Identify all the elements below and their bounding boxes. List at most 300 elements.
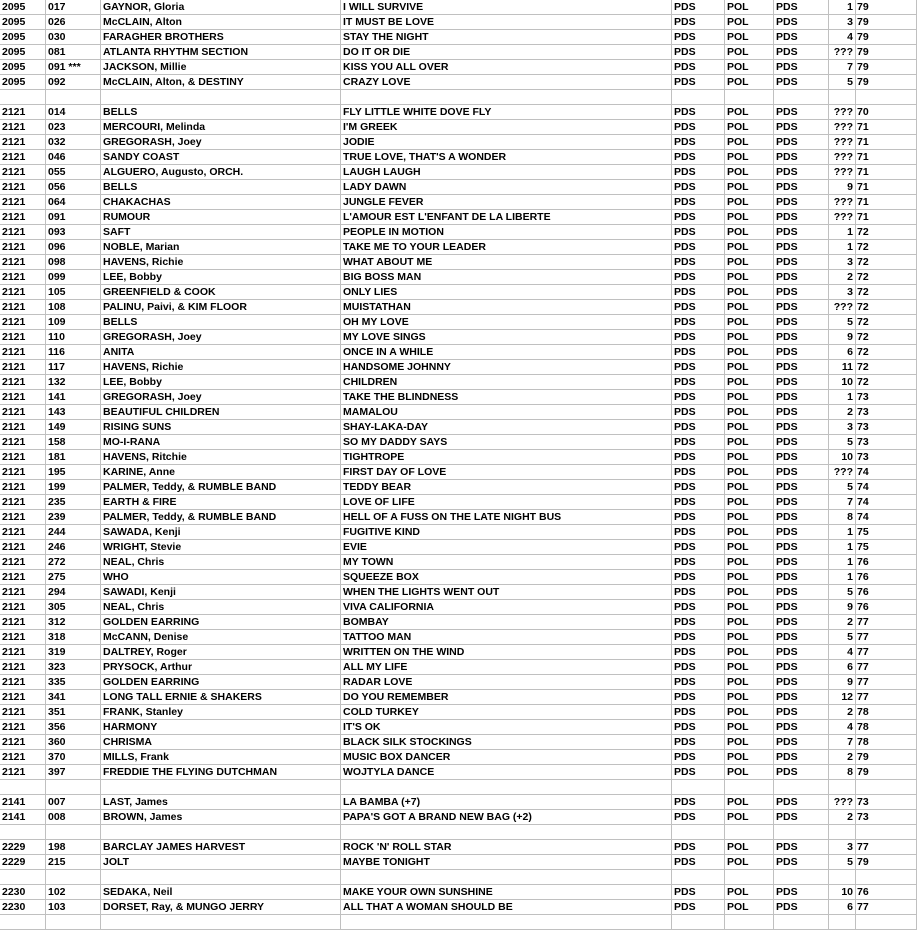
catalog-number-cell[interactable]: 117	[45, 360, 100, 375]
label1-cell[interactable]: PDS	[671, 900, 724, 915]
year-cell[interactable]	[855, 825, 917, 840]
chart-position-cell[interactable]: 7	[828, 735, 855, 750]
catalog-prefix-cell[interactable]: 2121	[2, 301, 26, 313]
catalog-number-cell[interactable]: 092	[45, 75, 100, 90]
label2-cell[interactable]: POL	[724, 690, 773, 705]
title-cell[interactable]: LA BAMBA (+7)	[340, 795, 671, 810]
year-cell[interactable]: 73	[855, 810, 917, 825]
label2-cell[interactable]	[724, 825, 773, 840]
catalog-number-cell[interactable]: 356	[45, 720, 100, 735]
catalog-prefix-cell[interactable]: 2121	[2, 436, 26, 448]
year-cell[interactable]: 77	[855, 900, 917, 915]
year-cell[interactable]	[855, 870, 917, 885]
title-cell[interactable]: VIVA CALIFORNIA	[340, 600, 671, 615]
catalog-number-cell[interactable]: 275	[45, 570, 100, 585]
label2-cell[interactable]: POL	[724, 120, 773, 135]
title-cell[interactable]	[340, 780, 671, 795]
label1-cell[interactable]: PDS	[671, 180, 724, 195]
catalog-number-cell[interactable]: 026	[45, 15, 100, 30]
catalog-prefix-cell[interactable]: 2141	[2, 796, 26, 808]
catalog-prefix-cell[interactable]: 2121	[2, 526, 26, 538]
title-cell[interactable]	[340, 90, 671, 105]
year-cell[interactable]: 73	[855, 795, 917, 810]
label2-cell[interactable]: POL	[724, 585, 773, 600]
catalog-prefix-cell[interactable]: 2121	[2, 286, 26, 298]
label3-cell[interactable]: PDS	[773, 765, 828, 780]
chart-position-cell[interactable]: 3	[828, 285, 855, 300]
year-cell[interactable]: 72	[855, 345, 917, 360]
label2-cell[interactable]: POL	[724, 795, 773, 810]
artist-cell[interactable]: DORSET, Ray, & MUNGO JERRY	[100, 900, 340, 915]
label3-cell[interactable]: PDS	[773, 540, 828, 555]
label2-cell[interactable]: POL	[724, 60, 773, 75]
catalog-number-cell[interactable]: 143	[45, 405, 100, 420]
year-cell[interactable]: 73	[855, 390, 917, 405]
artist-cell[interactable]	[100, 870, 340, 885]
chart-position-cell[interactable]: 1	[828, 0, 855, 15]
artist-cell[interactable]: BEAUTIFUL CHILDREN	[100, 405, 340, 420]
chart-position-cell[interactable]: 6	[828, 660, 855, 675]
artist-cell[interactable]	[100, 780, 340, 795]
catalog-prefix-cell[interactable]: 2121	[2, 721, 26, 733]
artist-cell[interactable]: GREGORASH, Joey	[100, 330, 340, 345]
artist-cell[interactable]: GREENFIELD & COOK	[100, 285, 340, 300]
artist-cell[interactable]: BELLS	[100, 105, 340, 120]
year-cell[interactable]	[855, 90, 917, 105]
artist-cell[interactable]: BROWN, James	[100, 810, 340, 825]
label2-cell[interactable]: POL	[724, 150, 773, 165]
chart-position-cell[interactable]: 5	[828, 435, 855, 450]
label2-cell[interactable]: POL	[724, 480, 773, 495]
year-cell[interactable]: 77	[855, 645, 917, 660]
label1-cell[interactable]: PDS	[671, 405, 724, 420]
catalog-number-cell[interactable]: 030	[45, 30, 100, 45]
year-cell[interactable]: 72	[855, 270, 917, 285]
artist-cell[interactable]: GREGORASH, Joey	[100, 135, 340, 150]
year-cell[interactable]: 79	[855, 765, 917, 780]
catalog-prefix-cell[interactable]	[0, 780, 45, 795]
label1-cell[interactable]: PDS	[671, 660, 724, 675]
label3-cell[interactable]: PDS	[773, 615, 828, 630]
title-cell[interactable]: TRUE LOVE, THAT'S A WONDER	[340, 150, 671, 165]
catalog-number-cell[interactable]: 181	[45, 450, 100, 465]
chart-position-cell[interactable]: 6	[828, 345, 855, 360]
label1-cell[interactable]: PDS	[671, 690, 724, 705]
label3-cell[interactable]: PDS	[773, 690, 828, 705]
artist-cell[interactable]: PRYSOCK, Arthur	[100, 660, 340, 675]
title-cell[interactable]: SQUEEZE BOX	[340, 570, 671, 585]
label2-cell[interactable]: POL	[724, 255, 773, 270]
label3-cell[interactable]: PDS	[773, 900, 828, 915]
title-cell[interactable]: MUSIC BOX DANCER	[340, 750, 671, 765]
label3-cell[interactable]: PDS	[773, 525, 828, 540]
chart-position-cell[interactable]	[828, 90, 855, 105]
catalog-prefix-cell[interactable]: 2095	[2, 1, 26, 13]
label2-cell[interactable]: POL	[724, 375, 773, 390]
artist-cell[interactable]: SANDY COAST	[100, 150, 340, 165]
label2-cell[interactable]: POL	[724, 240, 773, 255]
catalog-number-cell[interactable]: 081	[45, 45, 100, 60]
title-cell[interactable]: DO IT OR DIE	[340, 45, 671, 60]
artist-cell[interactable]: GOLDEN EARRING	[100, 675, 340, 690]
artist-cell[interactable]: HARMONY	[100, 720, 340, 735]
artist-cell[interactable]: KARINE, Anne	[100, 465, 340, 480]
catalog-number-cell[interactable]: 370	[45, 750, 100, 765]
catalog-number-cell[interactable]: 091 ***	[45, 60, 100, 75]
catalog-number-cell[interactable]	[45, 915, 100, 930]
label2-cell[interactable]: POL	[724, 840, 773, 855]
chart-position-cell[interactable]: ???	[828, 135, 855, 150]
label1-cell[interactable]: PDS	[671, 375, 724, 390]
label1-cell[interactable]: PDS	[671, 555, 724, 570]
title-cell[interactable]: RADAR LOVE	[340, 675, 671, 690]
chart-position-cell[interactable]: 5	[828, 75, 855, 90]
artist-cell[interactable]: ALGUERO, Augusto, ORCH.	[100, 165, 340, 180]
chart-position-cell[interactable]: 9	[828, 180, 855, 195]
label2-cell[interactable]: POL	[724, 270, 773, 285]
year-cell[interactable]: 71	[855, 120, 917, 135]
catalog-prefix-cell[interactable]: 2141	[2, 811, 26, 823]
label2-cell[interactable]: POL	[724, 345, 773, 360]
year-cell[interactable]: 79	[855, 750, 917, 765]
label2-cell[interactable]: POL	[724, 165, 773, 180]
year-cell[interactable]: 79	[855, 75, 917, 90]
catalog-prefix-cell[interactable]: 2121	[2, 151, 26, 163]
label1-cell[interactable]: PDS	[671, 735, 724, 750]
label3-cell[interactable]: PDS	[773, 165, 828, 180]
artist-cell[interactable]: RISING SUNS	[100, 420, 340, 435]
label2-cell[interactable]: POL	[724, 315, 773, 330]
year-cell[interactable]: 75	[855, 540, 917, 555]
title-cell[interactable]: IT MUST BE LOVE	[340, 15, 671, 30]
catalog-prefix-cell[interactable]: 2121	[2, 586, 26, 598]
label1-cell[interactable]: PDS	[671, 765, 724, 780]
label2-cell[interactable]: POL	[724, 15, 773, 30]
chart-position-cell[interactable]: ???	[828, 210, 855, 225]
year-cell[interactable]: 76	[855, 570, 917, 585]
label1-cell[interactable]: PDS	[671, 435, 724, 450]
chart-position-cell[interactable]: 2	[828, 750, 855, 765]
label1-cell[interactable]: PDS	[671, 720, 724, 735]
year-cell[interactable]: 76	[855, 600, 917, 615]
label2-cell[interactable]: POL	[724, 450, 773, 465]
catalog-prefix-cell[interactable]: 2121	[2, 511, 26, 523]
label2-cell[interactable]: POL	[724, 210, 773, 225]
title-cell[interactable]: COLD TURKEY	[340, 705, 671, 720]
label3-cell[interactable]	[773, 915, 828, 930]
label3-cell[interactable]: PDS	[773, 600, 828, 615]
label3-cell[interactable]: PDS	[773, 450, 828, 465]
label1-cell[interactable]: PDS	[671, 525, 724, 540]
catalog-number-cell[interactable]: 109	[45, 315, 100, 330]
catalog-number-cell[interactable]: 215	[45, 855, 100, 870]
title-cell[interactable]: BIG BOSS MAN	[340, 270, 671, 285]
chart-position-cell[interactable]: 3	[828, 15, 855, 30]
catalog-number-cell[interactable]: 272	[45, 555, 100, 570]
chart-position-cell[interactable]: 5	[828, 855, 855, 870]
label1-cell[interactable]: PDS	[671, 645, 724, 660]
title-cell[interactable]: MAKE YOUR OWN SUNSHINE	[340, 885, 671, 900]
year-cell[interactable]	[855, 780, 917, 795]
catalog-number-cell[interactable]: 132	[45, 375, 100, 390]
title-cell[interactable]: WHEN THE LIGHTS WENT OUT	[340, 585, 671, 600]
catalog-number-cell[interactable]	[45, 780, 100, 795]
catalog-number-cell[interactable]: 064	[45, 195, 100, 210]
label3-cell[interactable]: PDS	[773, 750, 828, 765]
label2-cell[interactable]: POL	[724, 420, 773, 435]
label2-cell[interactable]	[724, 780, 773, 795]
year-cell[interactable]: 72	[855, 375, 917, 390]
label3-cell[interactable]: PDS	[773, 240, 828, 255]
label3-cell[interactable]: PDS	[773, 210, 828, 225]
label1-cell[interactable]: PDS	[671, 225, 724, 240]
catalog-prefix-cell[interactable]: 2121	[2, 661, 26, 673]
label2-cell[interactable]: POL	[724, 75, 773, 90]
catalog-prefix-cell[interactable]: 2121	[2, 226, 26, 238]
label1-cell[interactable]: PDS	[671, 75, 724, 90]
label1-cell[interactable]: PDS	[671, 615, 724, 630]
chart-position-cell[interactable]: 2	[828, 615, 855, 630]
label1-cell[interactable]: PDS	[671, 0, 724, 15]
label3-cell[interactable]: PDS	[773, 0, 828, 15]
title-cell[interactable]: WRITTEN ON THE WIND	[340, 645, 671, 660]
title-cell[interactable]: MAMALOU	[340, 405, 671, 420]
label3-cell[interactable]: PDS	[773, 645, 828, 660]
year-cell[interactable]: 77	[855, 840, 917, 855]
catalog-number-cell[interactable]: 318	[45, 630, 100, 645]
label3-cell[interactable]: PDS	[773, 150, 828, 165]
label2-cell[interactable]: POL	[724, 105, 773, 120]
catalog-number-cell[interactable]: 008	[45, 810, 100, 825]
label2-cell[interactable]: POL	[724, 465, 773, 480]
label2-cell[interactable]	[724, 915, 773, 930]
label2-cell[interactable]: POL	[724, 750, 773, 765]
label3-cell[interactable]: PDS	[773, 360, 828, 375]
title-cell[interactable]: FUGITIVE KIND	[340, 525, 671, 540]
chart-position-cell[interactable]	[828, 870, 855, 885]
catalog-prefix-cell[interactable]: 2121	[2, 556, 26, 568]
catalog-prefix-cell[interactable]	[0, 870, 45, 885]
catalog-prefix-cell[interactable]: 2121	[2, 676, 26, 688]
label1-cell[interactable]: PDS	[671, 195, 724, 210]
year-cell[interactable]: 79	[855, 855, 917, 870]
label1-cell[interactable]: PDS	[671, 600, 724, 615]
chart-position-cell[interactable]: 7	[828, 60, 855, 75]
label2-cell[interactable]: POL	[724, 810, 773, 825]
artist-cell[interactable]: NEAL, Chris	[100, 555, 340, 570]
chart-position-cell[interactable]: 2	[828, 705, 855, 720]
label1-cell[interactable]: PDS	[671, 570, 724, 585]
label1-cell[interactable]: PDS	[671, 810, 724, 825]
chart-position-cell[interactable]: 8	[828, 765, 855, 780]
label2-cell[interactable]: POL	[724, 630, 773, 645]
chart-position-cell[interactable]: 1	[828, 570, 855, 585]
title-cell[interactable]: FIRST DAY OF LOVE	[340, 465, 671, 480]
title-cell[interactable]: STAY THE NIGHT	[340, 30, 671, 45]
catalog-prefix-cell[interactable]: 2121	[2, 736, 26, 748]
catalog-number-cell[interactable]: 099	[45, 270, 100, 285]
catalog-number-cell[interactable]: 056	[45, 180, 100, 195]
artist-cell[interactable]: CHAKACHAS	[100, 195, 340, 210]
label3-cell[interactable]: PDS	[773, 435, 828, 450]
title-cell[interactable]: FLY LITTLE WHITE DOVE FLY	[340, 105, 671, 120]
label3-cell[interactable]: PDS	[773, 135, 828, 150]
year-cell[interactable]: 72	[855, 360, 917, 375]
label3-cell[interactable]: PDS	[773, 75, 828, 90]
catalog-prefix-cell[interactable]: 2121	[2, 196, 26, 208]
catalog-number-cell[interactable]: 397	[45, 765, 100, 780]
title-cell[interactable]: ROCK 'N' ROLL STAR	[340, 840, 671, 855]
title-cell[interactable]: MY TOWN	[340, 555, 671, 570]
label3-cell[interactable]: PDS	[773, 270, 828, 285]
year-cell[interactable]: 77	[855, 660, 917, 675]
catalog-number-cell[interactable]: 014	[45, 105, 100, 120]
catalog-prefix-cell[interactable]: 2121	[2, 601, 26, 613]
year-cell[interactable]	[855, 915, 917, 930]
chart-position-cell[interactable]: 6	[828, 900, 855, 915]
title-cell[interactable]: L'AMOUR EST L'ENFANT DE LA LIBERTE	[340, 210, 671, 225]
year-cell[interactable]: 72	[855, 255, 917, 270]
label1-cell[interactable]: PDS	[671, 630, 724, 645]
catalog-prefix-cell[interactable]: 2121	[2, 136, 26, 148]
chart-position-cell[interactable]: 4	[828, 720, 855, 735]
catalog-prefix-cell[interactable]: 2121	[2, 571, 26, 583]
label3-cell[interactable]: PDS	[773, 120, 828, 135]
label3-cell[interactable]: PDS	[773, 510, 828, 525]
year-cell[interactable]: 72	[855, 300, 917, 315]
artist-cell[interactable]: CHRISMA	[100, 735, 340, 750]
label1-cell[interactable]: PDS	[671, 885, 724, 900]
chart-position-cell[interactable]: 1	[828, 540, 855, 555]
label2-cell[interactable]: POL	[724, 765, 773, 780]
catalog-number-cell[interactable]: 108	[45, 300, 100, 315]
title-cell[interactable]: WHAT ABOUT ME	[340, 255, 671, 270]
artist-cell[interactable]	[100, 915, 340, 930]
chart-position-cell[interactable]: ???	[828, 150, 855, 165]
catalog-prefix-cell[interactable]: 2121	[2, 421, 26, 433]
catalog-number-cell[interactable]: 195	[45, 465, 100, 480]
label1-cell[interactable]: PDS	[671, 345, 724, 360]
catalog-prefix-cell[interactable]: 2121	[2, 541, 26, 553]
label2-cell[interactable]: POL	[724, 180, 773, 195]
catalog-prefix-cell[interactable]: 2121	[2, 361, 26, 373]
label1-cell[interactable]: PDS	[671, 30, 724, 45]
artist-cell[interactable]: HAVENS, Ritchie	[100, 450, 340, 465]
artist-cell[interactable]: LONG TALL ERNIE & SHAKERS	[100, 690, 340, 705]
label2-cell[interactable]	[724, 90, 773, 105]
label3-cell[interactable]: PDS	[773, 315, 828, 330]
artist-cell[interactable]: McCLAIN, Alton, & DESTINY	[100, 75, 340, 90]
label3-cell[interactable]: PDS	[773, 45, 828, 60]
catalog-prefix-cell[interactable]: 2121	[2, 631, 26, 643]
catalog-prefix-cell[interactable]: 2121	[2, 391, 26, 403]
label1-cell[interactable]: PDS	[671, 495, 724, 510]
label3-cell[interactable]: PDS	[773, 675, 828, 690]
catalog-prefix-cell[interactable]: 2095	[2, 61, 26, 73]
chart-position-cell[interactable]: 3	[828, 255, 855, 270]
catalog-number-cell[interactable]: 110	[45, 330, 100, 345]
catalog-prefix-cell[interactable]: 2121	[2, 271, 26, 283]
catalog-number-cell[interactable]: 093	[45, 225, 100, 240]
chart-position-cell[interactable]: 7	[828, 495, 855, 510]
label1-cell[interactable]	[671, 780, 724, 795]
catalog-prefix-cell[interactable]: 2121	[2, 241, 26, 253]
label2-cell[interactable]: POL	[724, 705, 773, 720]
label3-cell[interactable]	[773, 870, 828, 885]
label2-cell[interactable]: POL	[724, 600, 773, 615]
catalog-prefix-cell[interactable]: 2121	[2, 346, 26, 358]
catalog-number-cell[interactable]: 149	[45, 420, 100, 435]
catalog-prefix-cell[interactable]: 2121	[2, 496, 26, 508]
catalog-prefix-cell[interactable]: 2095	[2, 46, 26, 58]
year-cell[interactable]: 77	[855, 690, 917, 705]
artist-cell[interactable]: GREGORASH, Joey	[100, 390, 340, 405]
label3-cell[interactable]: PDS	[773, 660, 828, 675]
artist-cell[interactable]	[100, 90, 340, 105]
artist-cell[interactable]: FREDDIE THE FLYING DUTCHMAN	[100, 765, 340, 780]
chart-position-cell[interactable]: ???	[828, 795, 855, 810]
label3-cell[interactable]: PDS	[773, 630, 828, 645]
chart-position-cell[interactable]: 1	[828, 390, 855, 405]
catalog-number-cell[interactable]: 341	[45, 690, 100, 705]
artist-cell[interactable]: BELLS	[100, 315, 340, 330]
artist-cell[interactable]: SAWADI, Kenji	[100, 585, 340, 600]
artist-cell[interactable]: EARTH & FIRE	[100, 495, 340, 510]
artist-cell[interactable]: LEE, Bobby	[100, 270, 340, 285]
year-cell[interactable]: 71	[855, 210, 917, 225]
artist-cell[interactable]: RUMOUR	[100, 210, 340, 225]
artist-cell[interactable]: SAWADA, Kenji	[100, 525, 340, 540]
label1-cell[interactable]: PDS	[671, 510, 724, 525]
label3-cell[interactable]	[773, 90, 828, 105]
title-cell[interactable]	[340, 870, 671, 885]
label2-cell[interactable]: POL	[724, 735, 773, 750]
artist-cell[interactable]: JACKSON, Millie	[100, 60, 340, 75]
catalog-number-cell[interactable]: 046	[45, 150, 100, 165]
chart-position-cell[interactable]: ???	[828, 195, 855, 210]
label1-cell[interactable]: PDS	[671, 795, 724, 810]
chart-position-cell[interactable]: 1	[828, 525, 855, 540]
catalog-number-cell[interactable]: 239	[45, 510, 100, 525]
label1-cell[interactable]	[671, 915, 724, 930]
chart-position-cell[interactable]	[828, 915, 855, 930]
catalog-number-cell[interactable]: 351	[45, 705, 100, 720]
chart-position-cell[interactable]: 9	[828, 330, 855, 345]
label3-cell[interactable]: PDS	[773, 705, 828, 720]
chart-position-cell[interactable]: 4	[828, 645, 855, 660]
artist-cell[interactable]: LEE, Bobby	[100, 375, 340, 390]
year-cell[interactable]: 77	[855, 675, 917, 690]
artist-cell[interactable]	[100, 825, 340, 840]
label2-cell[interactable]: POL	[724, 855, 773, 870]
label2-cell[interactable]: POL	[724, 660, 773, 675]
chart-position-cell[interactable]: 5	[828, 585, 855, 600]
catalog-prefix-cell[interactable]: 2121	[2, 766, 26, 778]
catalog-number-cell[interactable]: 032	[45, 135, 100, 150]
artist-cell[interactable]: BELLS	[100, 180, 340, 195]
chart-position-cell[interactable]: 3	[828, 420, 855, 435]
title-cell[interactable]: JUNGLE FEVER	[340, 195, 671, 210]
chart-position-cell[interactable]: ???	[828, 120, 855, 135]
label3-cell[interactable]: PDS	[773, 15, 828, 30]
title-cell[interactable]: MUISTATHAN	[340, 300, 671, 315]
title-cell[interactable]: HELL OF A FUSS ON THE LATE NIGHT BUS	[340, 510, 671, 525]
catalog-number-cell[interactable]: 105	[45, 285, 100, 300]
year-cell[interactable]: 73	[855, 450, 917, 465]
year-cell[interactable]: 79	[855, 0, 917, 15]
year-cell[interactable]: 71	[855, 195, 917, 210]
title-cell[interactable]: EVIE	[340, 540, 671, 555]
